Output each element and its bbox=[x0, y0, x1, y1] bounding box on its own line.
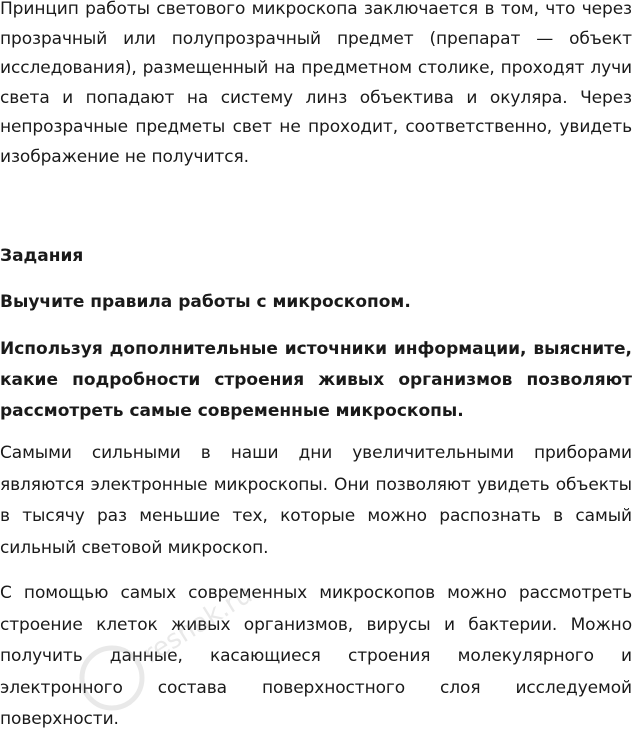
answer-paragraph-2: С помощью самых современных микроскопов можно рассмотреть строение клеток живых организмов, вирусы и бактерии. Можно получить данные, касающиеся строения молекулярного и электронного состава поверхностного слоя исследуемой поверхности. bbox=[0, 583, 632, 729]
answer-paragraph-1: Самыми сильными в наши дни увеличительными приборами являются электронные микроскопы. Они позволяют увидеть объекты в тысячу раз меньшие тех, которые можно распознать в самый сильный световой микроскоп. bbox=[0, 443, 632, 558]
watermark-text: reshak.ru bbox=[137, 579, 258, 670]
task-2: Используя дополнительные источники информации, выясните, какие подробности строения живых организмов позволяют рассмотреть самые современные микроскопы. bbox=[0, 339, 632, 421]
task-1: Выучите правила работы с микроскопом. bbox=[0, 292, 411, 312]
intro-paragraph: Принцип работы светового микроскопа заключается в том, что через прозрачный или полупрозрачный предмет (препарат — объект исследования), размещенный на предметном столике, проходят лучи света и попадают на систему линз объектива и окуляра. Через непрозрачные предметы свет не проходит, соответственно, увидеть изображение не получится. bbox=[0, 0, 632, 167]
tasks-heading: Задания bbox=[0, 246, 84, 266]
